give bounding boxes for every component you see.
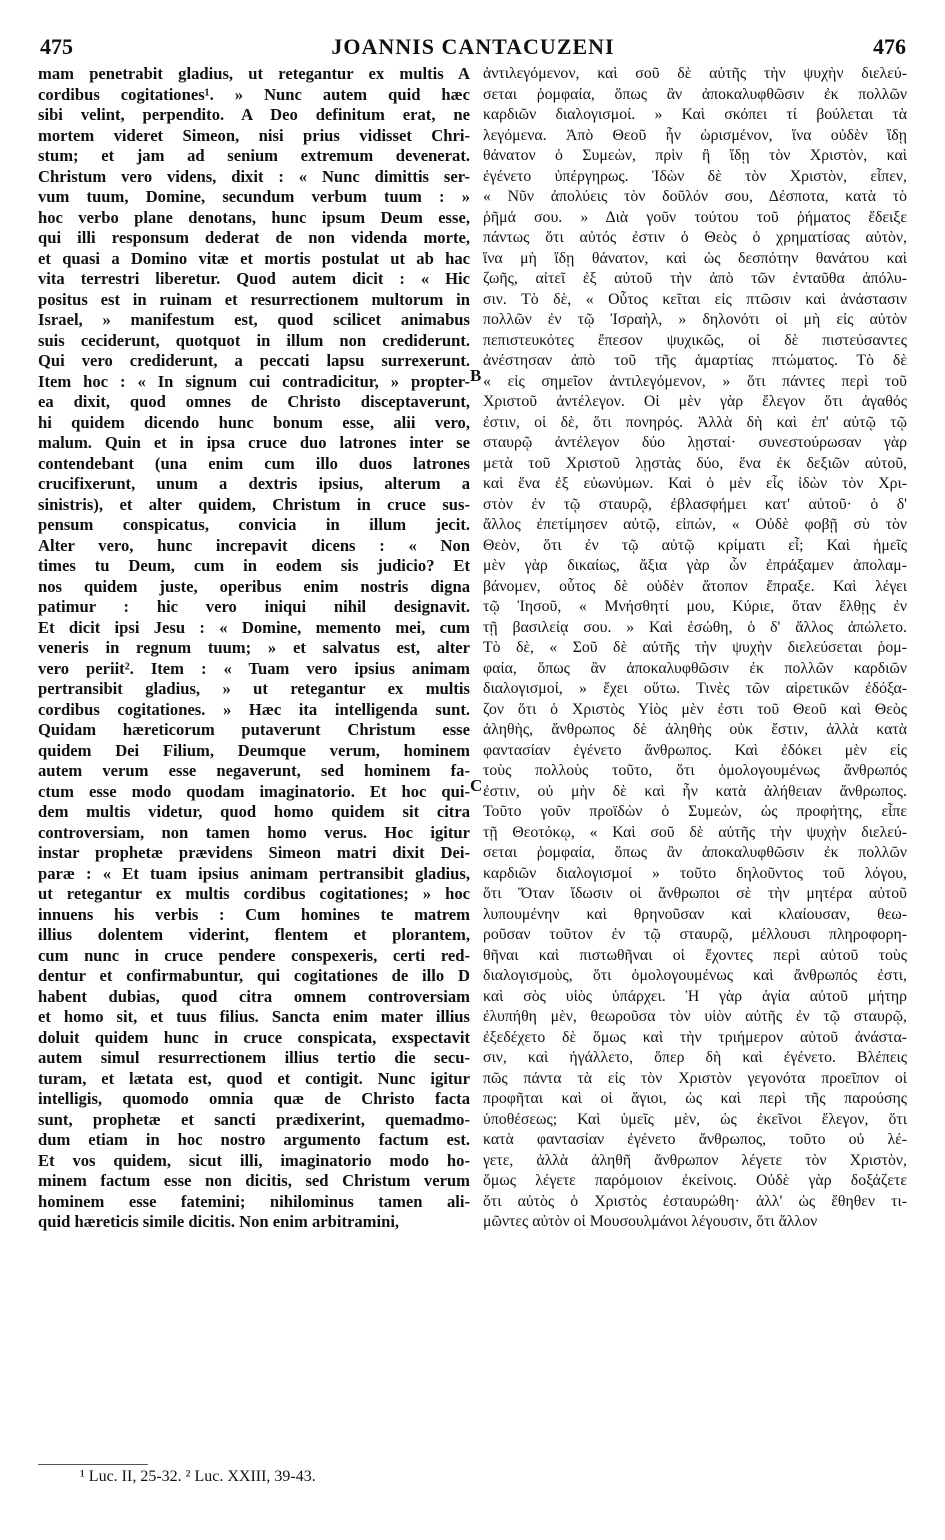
greek-text-line: τῷ Ἰησοῦ, « Μνήσθητί μου, Κύριε, ὅταν ἔλθῃς ἐν bbox=[483, 598, 907, 615]
greek-text-line: κατὰ φαντασίαν ἐγένετο ἄνθρωπος, τοῦτο οὐ λέ- bbox=[483, 1131, 907, 1148]
latin-text-line: dem multis videtur, quod homo quidem sit citra bbox=[38, 802, 470, 821]
latin-text-line: stum; et jam ad senium extremum devenerat. bbox=[38, 146, 470, 165]
latin-text-line: Et vos quidem, sicut illi, imaginatorio modo ho- bbox=[38, 1150, 470, 1170]
latin-text-line: vita terrestri liberetur. Quod autem dicit : « Hic bbox=[38, 269, 470, 288]
latin-text-line: autem simul resurrectionem illius tertio die secu- bbox=[38, 1048, 470, 1067]
latin-text-line: Et dicit ipsi Jesu : « Domine, memento mei, cum bbox=[38, 617, 470, 637]
latin-text-line: et homo sit, et tuus filius. Sancta enim mater illius bbox=[38, 1007, 470, 1026]
latin-text-line: pertransibit gladius, » ut retegantur ex multis bbox=[38, 679, 470, 698]
greek-text-line: θῆναι καὶ πιστωθῆναι οἱ ἔχοντες περὶ αὐτοῦ τοὺς bbox=[483, 946, 907, 964]
greek-text-line: « Νῦν ἀπολύεις τὸν δοῦλόν σου, Δέσποτα, κατὰ τὸ bbox=[483, 188, 907, 205]
latin-text-line: vum tuum, Domine, secundum verbum tuum : » bbox=[38, 187, 470, 206]
greek-column bbox=[483, 64, 907, 1464]
greek-text-line: ἀνέστησαν ἀπὸ τοῦ τῆς ἁμαρτίας πτώματος. Τὸ δὲ bbox=[483, 352, 907, 369]
greek-text-line: ἐστιν, οὐ μὴν δὲ καὶ ἦν κατὰ ἀλήθειαν ἄνθρωπος. bbox=[483, 782, 907, 800]
greek-text-line: σιν. Τὸ δὲ, « Οὗτος κεῖται εἰς πτῶσιν καὶ ἀνάστασιν bbox=[483, 290, 907, 308]
greek-text-line: σταυρῷ ἀντέλεγον δύο λῃσταί· συνεστούρωσαν γὰρ bbox=[483, 434, 907, 451]
latin-text-line: quid hæreticis simile dicitis. Non enim arbitramini, bbox=[38, 1212, 400, 1231]
latin-text-line: controversiam, non tamen homo verus. Hoc igitur bbox=[38, 822, 470, 842]
latin-text-line: crucifixerunt, unum a dextris ipsius, alterum a bbox=[38, 474, 470, 493]
greek-text-line: θάνατον ὁ Συμεὼν, πρὶν ἢ ἴδῃ τὸν Χριστὸν, καὶ bbox=[483, 147, 907, 164]
latin-text-line: instar prophetæ prævidens Simeon matri dixit Dei- bbox=[38, 843, 470, 862]
latin-text-line: suis ceciderunt, quotquot in illum non crediderunt. bbox=[38, 330, 470, 350]
latin-text-line: pensum conspicatus, convicia in illum jecit. bbox=[38, 515, 470, 534]
greek-text-line: προφῆται καὶ οἱ ἅγιοι, ὡς καὶ περὶ τῆς παρούσης bbox=[483, 1090, 907, 1107]
greek-text-line: φαντασίαν ἐγένετο ἄνθρωπος. Καὶ ἐδόκει μὲν εἰς bbox=[483, 741, 907, 759]
latin-text-line: Quidam hæreticorum putaverunt Christum esse bbox=[38, 720, 470, 739]
greek-text-line: τῇ βασιλείᾳ σου. » Καὶ ἐσώθη, ὁ δ' ἄλλος ἀπώλετο. bbox=[483, 618, 907, 636]
greek-text-line: ἄλλος ἐπετίμησεν αὐτῷ, εἰπών, « Οὐδὲ φοβῇ σὺ τὸν bbox=[483, 516, 907, 533]
greek-text-line: ζωῆς, αἰτεῖ ἐξ αὐτοῦ τὴν ἀπὸ τῶν ἐνταῦθα ἀπόλυ- bbox=[483, 270, 907, 287]
latin-text-line: Qui vero crediderunt, a peccati lapsu surrexerunt. bbox=[38, 351, 470, 370]
latin-text-line: sunt, prophetæ et sancti prædixerint, quemadmo- bbox=[38, 1109, 470, 1129]
latin-text-line: positus est in ruinam et resurrectionem multorum in bbox=[38, 289, 470, 309]
latin-text-line: Item hoc : « In signum cui contradicitur, » propter- bbox=[38, 371, 470, 391]
latin-text-line: cordibus cogitationes¹. » Nunc autem quid hæc bbox=[38, 84, 470, 104]
latin-text-line: Alter vero, hunc increpavit dicens : « Non bbox=[38, 535, 470, 555]
greek-text-line: ἐγένετο ὑπέργηρως. Ἰδὼν δὲ τὸν Χριστὸν, εἶπεν, bbox=[483, 167, 907, 185]
latin-text-line: doluit quidem hunc in cruce conspicata, exspectavit bbox=[38, 1027, 470, 1047]
greek-text-line: καρδιῶν διαλογισμοί. » Καὶ σκόπει τί βούλεται τὰ bbox=[483, 106, 907, 123]
latin-text-line: intelligis, quomodo omnia quæ de Christo facta bbox=[38, 1089, 470, 1108]
latin-text-line: mam penetrabit gladius, ut retegantur ex multis A bbox=[38, 64, 470, 83]
page-header bbox=[40, 34, 906, 60]
latin-text-line: ea dixit, quod omnes de Christo disceptaverunt, bbox=[38, 392, 470, 411]
greek-text-line: πῶς πάντα τὰ εἰς τὸν Χριστὸν γεγονότα προεῖπον οἱ bbox=[483, 1069, 907, 1087]
greek-text-line: σεται ῥομφαία, ὅπως ἂν ἀποκαλυφθῶσιν ἐκ πολλῶν bbox=[483, 85, 907, 103]
latin-text-line: habent dubias, quod citra omnem controversiam bbox=[38, 986, 470, 1006]
greek-text-line: ἐστιν, οἱ δὲ, ὅτι πονηρός. Ἀλλὰ δὴ καὶ ἐπ' αὐτῷ τῷ bbox=[483, 413, 907, 431]
greek-text-line: καὶ σὸς υἱὸς ὑπάρχει. Ἡ γὰρ ἁγία αὐτοῦ μήτηρ bbox=[483, 987, 907, 1005]
latin-text-line: minem factum esse non dicitis, sed Christum verum bbox=[38, 1171, 470, 1190]
footnote-rule bbox=[38, 1464, 148, 1465]
greek-text-line: τοὺς πολλοὺς τοῦτο, ὅτι ὁμολογουμένως ἄνθρωπός bbox=[483, 762, 907, 779]
latin-text-line: patimur : hic vero iniqui nihil designavit. bbox=[38, 597, 470, 616]
greek-text-line: ἵνα μὴ ἴδῃ θάνατον, καὶ ὡς δεσπότην θανάτου καὶ bbox=[483, 249, 907, 267]
greek-text-line: ἐξεδέχετο δὲ ὅμως καὶ τὴν τριήμερον αὐτοῦ ἀνάστα- bbox=[483, 1028, 907, 1046]
greek-text-line: ζον ὅτι ὁ Χριστὸς Υἱὸς μὲν ἐστι τοῦ Θεοῦ καὶ Θεὸς bbox=[483, 700, 907, 718]
latin-text-line: qui illi responsum dederat de non videnda morte, bbox=[38, 228, 470, 247]
greek-text-line: καρδιῶν διαλογισμοί » τοῦτο δηλοῦντος τοῦ λόγου, bbox=[483, 864, 907, 882]
greek-text-line: διαλογισμοί, » ἔχει οὕτω. Τινὲς τῶν αἱρετικῶν ἐδόξα- bbox=[483, 680, 907, 697]
greek-text-line: καὶ ἕνα ἐξ εὐωνύμων. Καὶ ὁ μὲν εἷς ἰδὼν τὸν Χρι- bbox=[483, 475, 907, 492]
latin-text-line: ut retegantur ex multis cordibus cogitationes; » hoc bbox=[38, 884, 470, 903]
latin-text-line: dum etiam in hoc nostro argumento factum est. bbox=[38, 1130, 470, 1149]
latin-text-line: illius dolentem viderint, flentem et plorantem, bbox=[38, 925, 470, 944]
greek-text-line: ἐλυπήθη μὲν, θεωροῦσα τὸν υἱὸν αὐτῆς ἐν τῷ σταυρῷ, bbox=[483, 1008, 907, 1025]
greek-text-line: φαία, ὅπως ἂν ἀποκαλυφθῶσιν ἐκ πολλῶν καρδιῶν bbox=[483, 659, 907, 677]
greek-text-line: Τοῦτο γοῦν προϊδὼν ὁ Συμεὼν, ὡς προφήτης, εἶπε bbox=[483, 803, 907, 820]
latin-text-line: times tu Deum, cum in eodem sis judicio? Et bbox=[38, 556, 470, 575]
greek-text-line: Τὸ δὲ, « Σοῦ δὲ αὐτῆς τὴν ψυχὴν διελεύσεται ῥομ- bbox=[483, 639, 907, 656]
latin-text-line: autem verum esse negaverunt, sed hominem fa- bbox=[38, 761, 470, 780]
greek-text-line: γετε, ἀλλὰ ἀληθῆ ἄνθρωπον λέγετε τὸν Χριστὸν, bbox=[483, 1151, 907, 1169]
section-marker-c: C bbox=[470, 776, 483, 795]
page-number-left: 475 bbox=[40, 34, 73, 59]
greek-text-line: πεπιστευκότες ἔπεσον ψυχικῶς, οἱ δὲ πιστεύσαντες bbox=[483, 331, 907, 349]
greek-text-line: λεγόμενα. Ἀπὸ Θεοῦ ἦν ὡρισμένον, ἵνα οὐδὲν ἴδῃ bbox=[483, 126, 907, 144]
greek-text-line: Χριστοῦ ἀντέλεγον. Οἱ μὲν γὰρ ἔλεγον ὅτι ἀγαθός bbox=[483, 393, 907, 410]
greek-text-line: μετὰ τοῦ Χριστοῦ λῃστὰς δύο, ἕνα ἐκ δεξιῶν αὐτοῦ, bbox=[483, 454, 907, 472]
latin-text-line: innuens his verbis : Cum homines te matrem bbox=[38, 904, 470, 924]
greek-text-line: μῶντες αὐτὸν οἱ Μουσουλμάνοι λέγουσιν, ὅτι ἄλλον bbox=[483, 1213, 818, 1230]
greek-text-line: ἀντιλεγόμενον, καὶ σοῦ δὲ αὐτῆς τὴν ψυχὴν διελεύ- bbox=[483, 65, 907, 82]
greek-text-line: στὸν ἐν τῷ σταυρῷ, ἐβλασφήμει κατ' αὐτοῦ· ὁ δ' bbox=[483, 495, 907, 513]
greek-text-line: ῥῆμά σου. » Διὰ γοῦν τούτου τοῦ ῥήματος ἔδειξε bbox=[483, 208, 907, 226]
latin-text-line: contendebant (una enim cum illo duos latrones bbox=[38, 453, 470, 473]
greek-text-line: ροῦσαν τοῦτον ἐν τῷ σταυρῷ, μέλλουσι πληροφορη- bbox=[483, 926, 907, 943]
running-title: JOANNIS CANTACUZENI bbox=[331, 34, 615, 59]
section-marker-b: B bbox=[470, 366, 482, 385]
greek-text-line: ὅτι αὐτὸς ὁ Χριστὸς ἐσταυρώθη· ἀλλ' ὡς ἔθηθεν τι- bbox=[483, 1192, 907, 1210]
latin-text-line: et quasi a Domino vitæ et mortis postulat ut ab hac bbox=[38, 248, 470, 268]
latin-text-line: sinistris), et alter quidem, Christum in cruce sus- bbox=[38, 494, 470, 514]
greek-text-line: μὲν γὰρ δικαίως, ἄξια γὰρ ὧν ἐπράξαμεν ἀπολαμ- bbox=[483, 557, 907, 574]
latin-text-line: veneris in regnum tuum; » et salvatus est, alter bbox=[38, 638, 470, 657]
latin-text-line: cordibus cogitationes. » Hæc ita intelligenda sunt. bbox=[38, 699, 470, 719]
latin-text-line: hominem esse fatemini; nihilominus tamen ali- bbox=[38, 1191, 470, 1211]
latin-text-line: malum. Quin et in ipsa cruce duo latrones inter se bbox=[38, 433, 470, 452]
greek-text-line: σεται ῥομφαία, ὅπως ἂν ἀποκαλυφθῶσιν ἐκ πολλῶν bbox=[483, 844, 907, 861]
latin-column bbox=[38, 64, 470, 1464]
latin-text-line: paræ : « Et tuam ipsius animam pertransibit gladius, bbox=[38, 863, 470, 883]
greek-text-line: πάντως ὅτι αὐτός ἐστιν ὁ Θεὸς ὁ χρηματίσας αὐτὸν, bbox=[483, 229, 907, 246]
greek-text-line: πολλῶν ἐν τῷ Ἰσραὴλ, » δηλονότι οἱ μὴ εἰς αὐτὸν bbox=[483, 311, 907, 328]
greek-text-line: ὅτι Ὅταν ἴδωσιν οἱ ἄνθρωποι σὲ τὴν μητέρα αὐτοῦ bbox=[483, 885, 907, 902]
latin-text-line: ctum esse modo quodam imaginatorio. Et hoc qui- bbox=[38, 781, 470, 801]
footnotes: ¹ Luc. II, 25-32. ² Luc. XXIII, 39-43. bbox=[80, 1468, 316, 1485]
latin-text-line: hi quidem dicendo hunc bonum esse, alii vero, bbox=[38, 412, 470, 432]
greek-text-line: τῇ Θεοτόκῳ, « Καὶ σοῦ δὲ αὐτῆς τὴν ψυχὴν διελεύ- bbox=[483, 823, 907, 841]
latin-text-line: cum nunc in cruce pendere conspexeris, certi red- bbox=[38, 945, 470, 965]
page-number-right: 476 bbox=[873, 34, 906, 59]
greek-text-line: διαλογισμοὺς, ὅτι ὁμολογουμένως καὶ ἄνθρωπός ἐστι, bbox=[483, 967, 907, 984]
latin-text-line: mortem videret Simeon, nisi prius vidisset Chri- bbox=[38, 125, 470, 145]
latin-text-line: Israel, » manifestum est, quod scilicet animabus bbox=[38, 310, 470, 329]
greek-text-line: σιν, καὶ ἠγάλλετο, ὅπερ δὴ καὶ ἐγένετο. Βλέπεις bbox=[483, 1049, 907, 1066]
latin-text-line: vero periit². Item : « Tuam vero ipsius animam bbox=[38, 658, 470, 678]
latin-text-line: hoc verbo plane denotans, hunc ipsum Deum esse, bbox=[38, 207, 470, 227]
latin-text-line: quidem Dei Filium, Deumque verum, hominem bbox=[38, 740, 470, 760]
latin-text-line: turam, et lætata est, quod et contigit. Nunc igitur bbox=[38, 1068, 470, 1088]
latin-text-line: nos quidem juste, operibus enim nostris digna bbox=[38, 576, 470, 596]
greek-text-line: « εἰς σημεῖον ἀντιλεγόμενον, » ὅτι πάντες περὶ τοῦ bbox=[483, 372, 907, 390]
greek-text-line: λυπουμένην καὶ θρηνοῦσαν καὶ κλαίουσαν, θεω- bbox=[483, 905, 907, 923]
greek-text-line: ὑποθέσεως; Καὶ ὑμεῖς μὲν, ὡς ἐκεῖνοι ἔλεγον, ὅτι bbox=[483, 1110, 907, 1128]
latin-text-line: dentur et confirmabuntur, qui cogitationes de illo D bbox=[38, 966, 470, 985]
greek-text-line: Θεὸν, ὅτι ἐν τῷ αὐτῷ κρίματι εἶ; Καὶ ἡμεῖς bbox=[483, 536, 907, 554]
greek-text-line: ὅμως λέγετε παρόμοιον ἐκείνοις. Οὐδὲ γὰρ δοξάζετε bbox=[483, 1172, 907, 1189]
greek-text-line: ἀληθὴς, ἄνθρωπος δὲ ἀληθὴς οὐκ ἔστιν, ἀλλὰ κατὰ bbox=[483, 721, 907, 738]
latin-text-line: Christum vero videns, dixit : « Nunc dimittis ser- bbox=[38, 166, 470, 186]
latin-text-line: sibi velint, perpendito. A Deo definitum erat, ne bbox=[38, 105, 470, 124]
greek-text-line: βάνομεν, οὗτος δὲ οὐδὲν ἄτοπον ἔπραξε. Καὶ λέγει bbox=[483, 577, 907, 595]
